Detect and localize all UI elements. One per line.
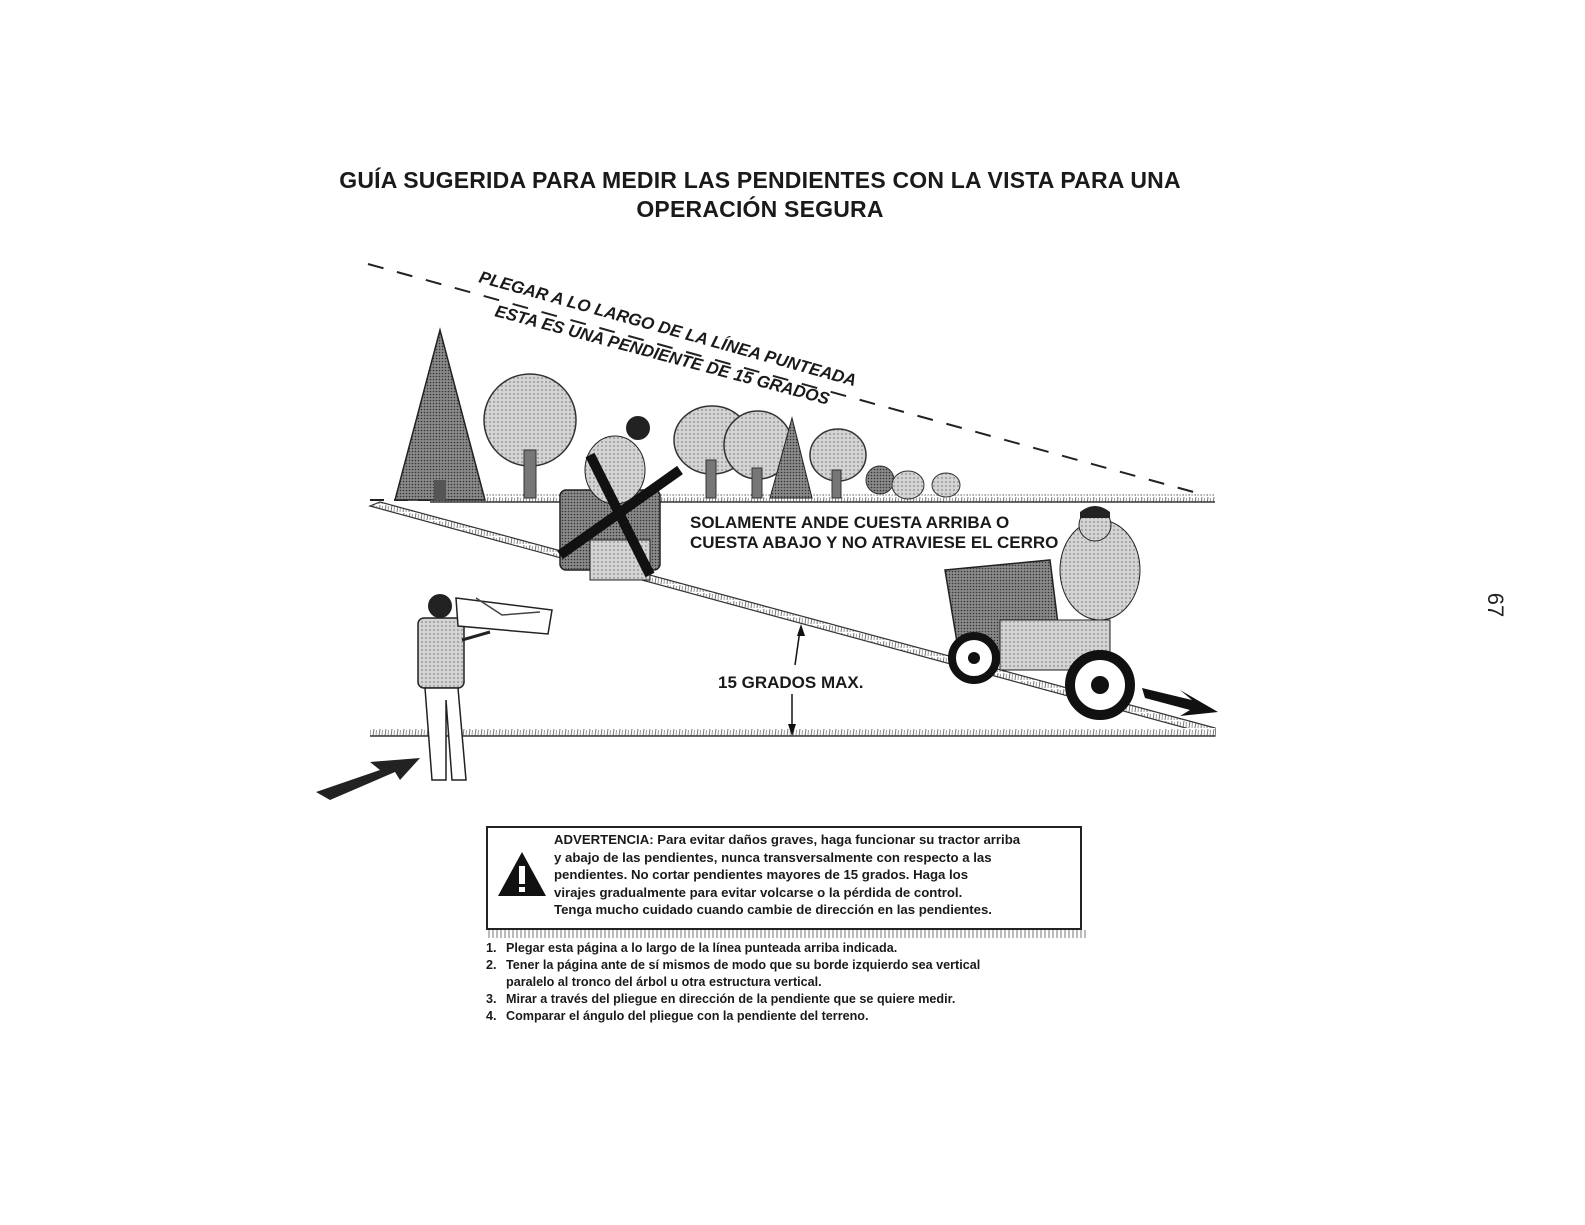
warning-triangle-icon — [496, 850, 548, 898]
step-number: 1. — [486, 941, 497, 955]
instruction-steps — [486, 940, 1086, 1025]
instruction-line-1: SOLAMENTE ANDE CUESTA ARRIBA O — [690, 513, 1010, 532]
step-number: 2. — [486, 958, 497, 972]
step-text: Comparar el ángulo del pliegue con la pendiente del terreno. — [506, 1009, 869, 1023]
step-text: Tener la página ante de sí mismos de modo que su borde izquierdo sea vertical — [506, 958, 981, 972]
warning-box — [486, 826, 1082, 930]
page-title-line-2: OPERACIÓN SEGURA — [636, 196, 884, 222]
step-text: Mirar a través del pliegue en dirección de la pendiente que se quiere medir. — [506, 992, 956, 1006]
warning-text — [554, 831, 1080, 919]
warning-line: pendientes. No cortar pendientes mayores de 15 grados. Haga los — [554, 867, 969, 883]
person-figure — [316, 594, 552, 800]
max-angle-label: 15 GRADOS MAX. — [718, 673, 864, 692]
step-item — [486, 991, 1086, 1008]
step-item — [486, 957, 1086, 991]
instruction-line-2: CUESTA ABAJO Y NO ATRAVIESE EL CERRO — [690, 533, 1059, 552]
step-number: 4. — [486, 1009, 497, 1023]
warning-line: Tenga mucho cuidado cuando cambie de dirección en las pendientes. — [554, 902, 992, 918]
step-text: Plegar esta página a lo largo de la línea punteada arriba indicada. — [506, 941, 898, 955]
horizon-ground — [430, 494, 1215, 502]
step-text-continued: paralelo al tronco del árbol u otra estructura vertical. — [506, 975, 822, 989]
step-item — [486, 1008, 1086, 1025]
slope-degree-label: ESTA ES UNA PENDIENTE DE 15 GRADOS — [492, 301, 832, 409]
warning-line: ADVERTENCIA: Para evitar daños graves, haga funcionar su tractor arriba — [554, 832, 1021, 847]
step-number: 3. — [486, 992, 497, 1006]
fold-label: PLEGAR A LO LARGO DE LA LÍNEA PUNTEADA — [476, 267, 859, 391]
page-title-line-1: GUÍA SUGERIDA PARA MEDIR LAS PENDIENTES CON LA VISTA PARA UNA — [339, 167, 1181, 193]
page-number: 67 — [1483, 592, 1508, 618]
step-item — [486, 940, 1086, 957]
warning-line: virajes gradualmente para evitar volcarse o la pérdida de control. — [554, 884, 963, 900]
warning-line: y abajo de las pendientes, nunca transversalmente con respecto a las — [554, 849, 992, 865]
